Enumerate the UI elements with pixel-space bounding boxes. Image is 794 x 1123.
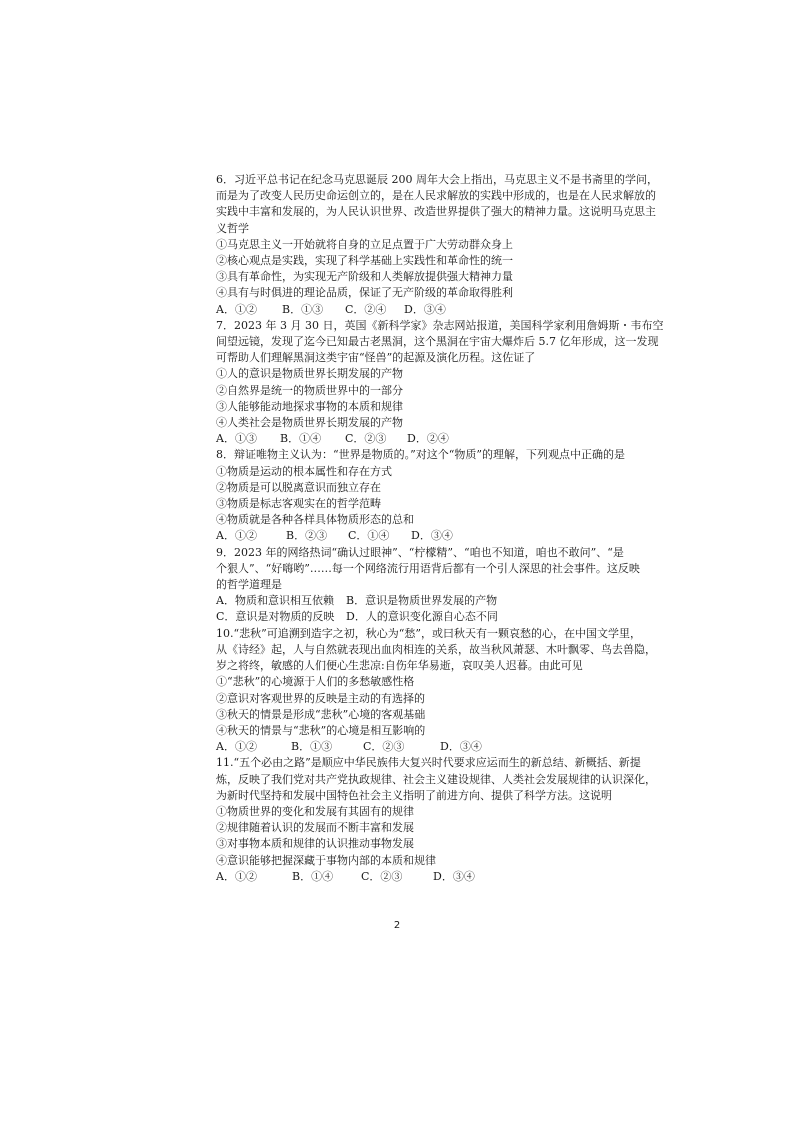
- statement-item: ④意识能够把握深藏于事物内部的本质和规律: [216, 853, 436, 867]
- question-text-line: 6．习近平总书记在纪念马克思诞辰 200 周年大会上指出，马克思主义不是书斋里的学问，: [216, 173, 658, 186]
- question-text-line: 炼，反映了我们党对共产党执政规律、社会主义建设规律、人类社会发展规律的认识深化，: [216, 772, 656, 786]
- option-c: C．①④: [348, 529, 390, 543]
- option-b: B．①④: [292, 869, 334, 883]
- option-a: A．物质和意识相互依赖: [216, 594, 334, 608]
- answer-options: [216, 528, 593, 544]
- answer-options: [216, 739, 593, 755]
- option-b: B．意识是物质世界发展的产物: [346, 594, 498, 608]
- question-text-line: 从《诗经》起，人与自然就表现出血肉相连的关系，故当秋风萧瑟、木叶飘零、鸟去兽隐，: [216, 642, 656, 656]
- question-text-line: 间望远镜，发现了迄今已知最古老黑洞，这个黑洞在宇宙大爆炸后 5.7 亿年形成，这一发现: [216, 335, 659, 349]
- option-d: D．人的意识变化源自心态不同: [346, 610, 498, 624]
- option-c: C．意识是对物质的反映: [216, 610, 335, 624]
- statement-item: ②意识对客观世界的反映是主动的有选择的: [216, 691, 425, 705]
- option-d: D．③④: [404, 302, 446, 316]
- option-c: C．②③: [363, 740, 405, 754]
- question-text-line: 的哲学道理是: [216, 578, 282, 592]
- question-10: [216, 626, 656, 756]
- statement-item: ②规律随着认识的发展而不断丰富和发展: [216, 821, 414, 835]
- question-11: [216, 755, 656, 885]
- question-text-line: 为新时代坚持和发展中国特色社会主义指明了前进方向、提供了科学方法。这说明: [216, 788, 612, 802]
- answer-options: [216, 869, 593, 885]
- statement-item: ②物质是可以脱离意识而独立存在: [216, 480, 381, 494]
- statement-item: ②核心观点是实践，实现了科学基础上实践性和革命性的统一: [216, 254, 513, 268]
- option-d: D．②④: [407, 432, 449, 446]
- statement-item: ①物质世界的变化和发展有其固有的规律: [216, 804, 414, 818]
- answer-options: [216, 302, 593, 318]
- page-number: 2: [393, 920, 401, 931]
- option-a: A．①②: [216, 529, 257, 543]
- option-d: D．③④: [411, 529, 453, 543]
- answer-options: [216, 593, 593, 609]
- question-text-line: 实践中丰富和发展的，为人民认识世界、改造世界提供了强大的精神力量。这说明马克思主: [216, 205, 656, 219]
- option-a: A．①②: [216, 869, 257, 883]
- statement-item: ③对事物本质和规律的认识推动事物发展: [216, 837, 414, 851]
- option-d: D．③④: [433, 869, 475, 883]
- statement-item: ④秋天的情景与“悲秋”的心境是相互影响的: [216, 723, 426, 737]
- option-b: B．①④: [280, 432, 322, 446]
- option-c: C．②④: [345, 302, 387, 316]
- question-text-line: 7．2023 年 3 月 30 日，英国《新科学家》杂志网站报道，美国科学家利用詹姆斯・韦布空: [216, 318, 664, 332]
- statement-item: ④人类社会是物质世界长期发展的产物: [216, 416, 403, 430]
- question-text-line: 8．辩证唯物主义认为：“世界是物质的。”对这个“物质”的理解，下列观点中正确的是: [216, 448, 625, 462]
- question-text-line: 个狠人”、“好嗨哟”……每一个网络流行用语背后都有一个引人深思的社会事件。这反映: [216, 561, 640, 575]
- option-c: C．②③: [361, 869, 403, 883]
- option-d: D．③④: [440, 740, 482, 754]
- statement-item: ③人能够能动地探求事物的本质和规律: [216, 399, 403, 413]
- statement-item: ③物质是标志客观实在的哲学范畴: [216, 497, 381, 511]
- option-a: A．①②: [216, 302, 257, 316]
- statement-item: ③秋天的情景是形成“悲秋”心境的客观基础: [216, 707, 426, 721]
- statement-item: ①人的意识是物质世界长期发展的产物: [216, 367, 403, 381]
- question-text-line: 11.“五个必由之路”是顺应中华民族伟大复兴时代要求应运而生的新总结、新概括、新提: [216, 756, 641, 770]
- option-b: B．①③: [291, 740, 333, 754]
- question-text-line: 而是为了改变人民历史命运创立的，是在人民求解放的实践中形成的，也是在人民求解放的: [216, 189, 656, 203]
- statement-item: ②自然界是统一的物质世界中的一部分: [216, 383, 403, 397]
- option-a: A．①②: [216, 740, 257, 754]
- statement-item: ①“悲秋”的心境源于人们的多愁敏感性格: [216, 675, 415, 689]
- answer-options: [216, 431, 593, 447]
- statement-item: ④物质就是各种各样具体物质形态的总和: [216, 513, 414, 527]
- statement-item: ③具有革命性，为实现无产阶级和人类解放提供强大精神力量: [216, 270, 513, 284]
- statement-item: ①物质是运动的根本属性和存在方式: [216, 464, 392, 478]
- question-text-line: 岁之将终，敏感的人们便心生悲凉:自伤年华易逝，哀叹美人迟暮。由此可见: [216, 659, 583, 673]
- question-text-line: 9．2023 年的网络热词“确认过眼神”、“柠檬精”、“咱也不知道，咱也不敢问”、“是: [216, 545, 624, 559]
- question-7: [216, 318, 664, 448]
- answer-options: [216, 609, 593, 625]
- question-8: [216, 447, 625, 544]
- option-c: C．②③: [345, 432, 387, 446]
- option-b: B．①③: [282, 302, 324, 316]
- option-b: B．②③: [286, 529, 328, 543]
- question-text-line: 10.“悲秋”可追溯到造字之初，秋心为“愁”，或曰秋天有一颗哀愁的心，在中国文学里，: [216, 626, 641, 640]
- question-9: [216, 545, 640, 626]
- question-text-line: 义哲学: [216, 221, 249, 235]
- question-text-line: 可帮助人们理解黑洞这类宇宙“怪兽”的起源及演化历程。这佐证了: [216, 351, 536, 365]
- statement-item: ①马克思主义一开始就将自身的立足点置于广大劳动群众身上: [216, 237, 513, 251]
- statement-item: ④具有与时俱进的理论品质，保证了无产阶级的革命取得胜利: [216, 286, 513, 300]
- option-a: A．①③: [216, 432, 257, 446]
- exam-page-content: [216, 172, 664, 885]
- question-6: [216, 172, 658, 318]
